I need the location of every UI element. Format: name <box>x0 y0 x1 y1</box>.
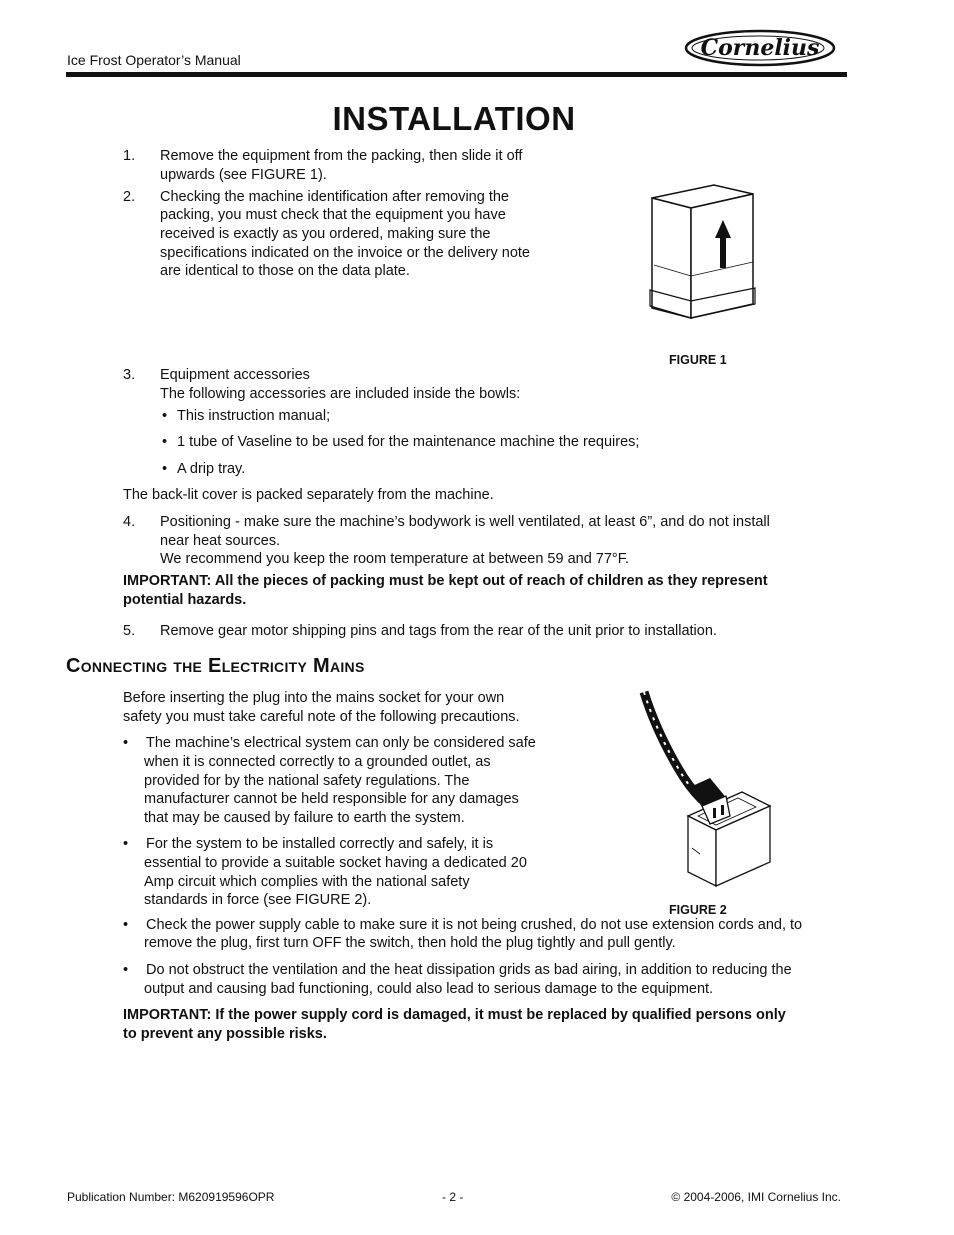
bullet-2-line: essential to provide a suitable socket having a dedicated 20 <box>144 855 527 871</box>
accessory-item: This instruction manual; <box>177 408 331 424</box>
bullet-1-line: manufacturer cannot be held responsible for any damages <box>144 791 519 807</box>
figure-1-packed-machine <box>640 180 765 330</box>
bullet-2-line: Amp circuit which complies with the national safety <box>144 874 470 890</box>
item-2-line: are identical to those on the data plate. <box>160 263 410 279</box>
item-2-line: Checking the machine identification after removing the <box>160 189 509 205</box>
svg-text:Cornelius: Cornelius <box>700 35 820 61</box>
bullet-symbol: • <box>123 962 129 978</box>
bullet-4-line: Do not obstruct the ventilation and the heat dissipation grids as bad airing, in addition to reducing the <box>146 962 792 978</box>
bullet-symbol: • <box>162 408 168 424</box>
cornelius-logo <box>680 26 840 70</box>
bullet-3-line: remove the plug, first turn OFF the switch, then hold the plug tightly and pull gently. <box>144 935 676 951</box>
bullet-2-line: For the system to be installed correctly and safely, it is <box>146 836 494 852</box>
publication-number: Publication Number: M620919596OPR <box>67 1190 275 1204</box>
section-title-installation: INSTALLATION <box>332 100 576 137</box>
bullet-symbol: • <box>162 434 168 450</box>
item-2-line: packing, you must check that the equipment you have <box>160 207 506 223</box>
accessory-item: 1 tube of Vaseline to be used for the maintenance machine the requires; <box>177 434 640 450</box>
item-2-number: 2. <box>123 189 136 205</box>
bullet-symbol: • <box>123 836 129 852</box>
bullet-1-line: provided for by the national safety regulations. The <box>144 773 470 789</box>
header-rule <box>66 72 847 77</box>
item-1-text-b: upwards (see FIGURE 1). <box>160 167 327 183</box>
figure-2-caption: FIGURE 2 <box>669 903 727 917</box>
item-4-number: 4. <box>123 514 136 530</box>
figure-2-plug-and-socket <box>630 688 778 890</box>
section-title-electricity: Connecting the Electricity Mains <box>66 655 365 677</box>
page-number: - 2 - <box>442 1190 464 1204</box>
item-4-text-a: Positioning - make sure the machine’s bodywork is well ventilated, at least 6”, and do not install <box>160 514 770 530</box>
item-4-text-c: We recommend you keep the room temperature at between 59 and 77°F. <box>160 551 629 567</box>
bullet-1-line: when it is connected correctly to a grounded outlet, as <box>144 754 491 770</box>
important-2-b: to prevent any possible risks. <box>123 1026 327 1042</box>
item-3-number: 3. <box>123 367 136 383</box>
electricity-intro-b: safety you must take careful note of the following precautions. <box>123 709 520 725</box>
item-4-text-b: near heat sources. <box>160 533 281 549</box>
bullet-1-line: that may be caused by failure to earth the system. <box>144 810 465 826</box>
bullet-1-line: The machine’s electrical system can only be considered safe <box>146 735 536 751</box>
backlit-note: The back-lit cover is packed separately from the machine. <box>123 487 494 503</box>
bullet-symbol: • <box>123 917 129 933</box>
manual-title: Ice Frost Operator’s Manual <box>67 52 241 68</box>
important-1-a: IMPORTANT: All the pieces of packing must be kept out of reach of children as they represent <box>123 573 768 589</box>
copyright: © 2004-2006, IMI Cornelius Inc. <box>671 1190 841 1204</box>
item-1-text-a: Remove the equipment from the packing, then slide it off <box>160 148 523 164</box>
item-3-intro: The following accessories are included inside the bowls: <box>160 386 521 402</box>
important-2-a: IMPORTANT: If the power supply cord is damaged, it must be replaced by qualified persons only <box>123 1007 786 1023</box>
electricity-intro-a: Before inserting the plug into the mains socket for your own <box>123 690 505 706</box>
accessory-item: A drip tray. <box>177 461 246 477</box>
item-2-line: received is exactly as you ordered, making sure the <box>160 226 491 242</box>
figure-1-caption: FIGURE 1 <box>669 353 727 367</box>
bullet-4-line: output and causing bad functioning, could also lead to serious damage to the equipment. <box>144 981 714 997</box>
bullet-2-line: standards in force (see FIGURE 2). <box>144 892 372 908</box>
item-3-title: Equipment accessories <box>160 367 310 383</box>
bullet-3-line: Check the power supply cable to make sure it is not being crushed, do not use extension cords and, to <box>146 917 803 933</box>
bullet-symbol: • <box>123 735 129 751</box>
important-1-b: potential hazards. <box>123 592 247 608</box>
item-1-number: 1. <box>123 148 136 164</box>
item-2-line: specifications indicated on the invoice or the delivery note <box>160 245 530 261</box>
item-5-text: Remove gear motor shipping pins and tags from the rear of the unit prior to installation. <box>160 623 717 639</box>
item-5-number: 5. <box>123 623 136 639</box>
bullet-symbol: • <box>162 461 168 477</box>
